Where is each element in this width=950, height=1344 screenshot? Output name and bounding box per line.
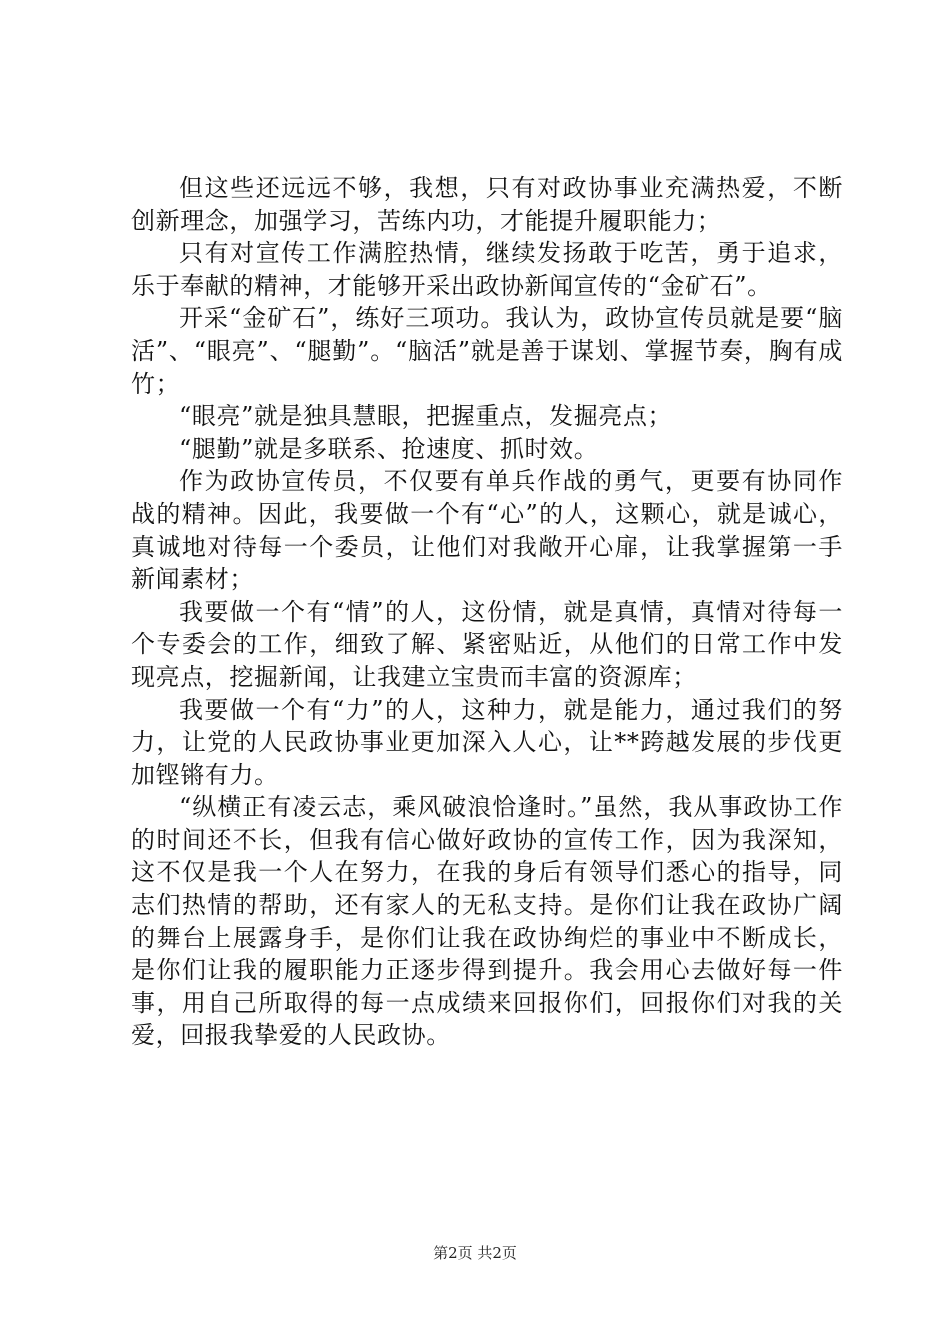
paragraph-3: 开采“金矿石”，练好三项功。我认为，政协宣传员就是要“脑活”、“眼亮”、“腿勤”。“脑活”就是善于谋划、掌握节奏，胸有成竹；	[131, 304, 843, 398]
paragraph-9: “纵横正有凌云志，乘风破浪恰逢时。”虽然，我从事政协工作的时间还不长，但我有信心做好政协的宣传工作，因为我深知，这不仅是我一个人在努力，在我的身后有领导们悉心的指导，同志们热情的帮助，还有家人的无私支持。是你们让我在政协广阔的舞台上展露身手，是你们让我在政协绚烂的事业中不断成长，是你们让我的履职能力正逐步得到提升。我会用心去做好每一件事，用自己所取得的每一点成绩来回报你们，回报你们对我的关爱，回报我挚爱的人民政协。	[131, 793, 843, 1050]
paragraph-2: 只有对宣传工作满腔热情，继续发扬敢于吃苦，勇于追求，乐于奉献的精神，才能够开采出政协新闻宣传的“金矿石”。	[131, 239, 843, 300]
paragraph-1: 但这些还远远不够，我想，只有对政协事业充满热爱，不断创新理念，加强学习，苦练内功，才能提升履职能力；	[131, 174, 843, 235]
page-number-footer: 第2页 共2页	[433, 1244, 517, 1262]
paragraph-6: 作为政协宣传员，不仅要有单兵作战的勇气，更要有协同作战的精神。因此，我要做一个有“心”的人，这颗心，就是诚心，真诚地对待每一个委员，让他们对我敞开心扉，让我掌握第一手新闻素材；	[131, 467, 843, 594]
paragraph-5: “腿勤”就是多联系、抢速度、抓时效。	[179, 434, 599, 463]
paragraph-8: 我要做一个有“力”的人，这种力，就是能力，通过我们的努力，让党的人民政协事业更加深入人心，让**跨越发展的步伐更加铿锵有力。	[131, 695, 843, 789]
paragraph-4: “眼亮”就是独具慧眼，把握重点，发掘亮点；	[179, 402, 673, 431]
paragraph-7: 我要做一个有“情”的人，这份情，就是真情，真情对待每一个专委会的工作，细致了解、紧密贴近，从他们的日常工作中发现亮点，挖掘新闻，让我建立宝贵而丰富的资源库；	[131, 597, 843, 691]
body-text	[131, 172, 843, 1052]
